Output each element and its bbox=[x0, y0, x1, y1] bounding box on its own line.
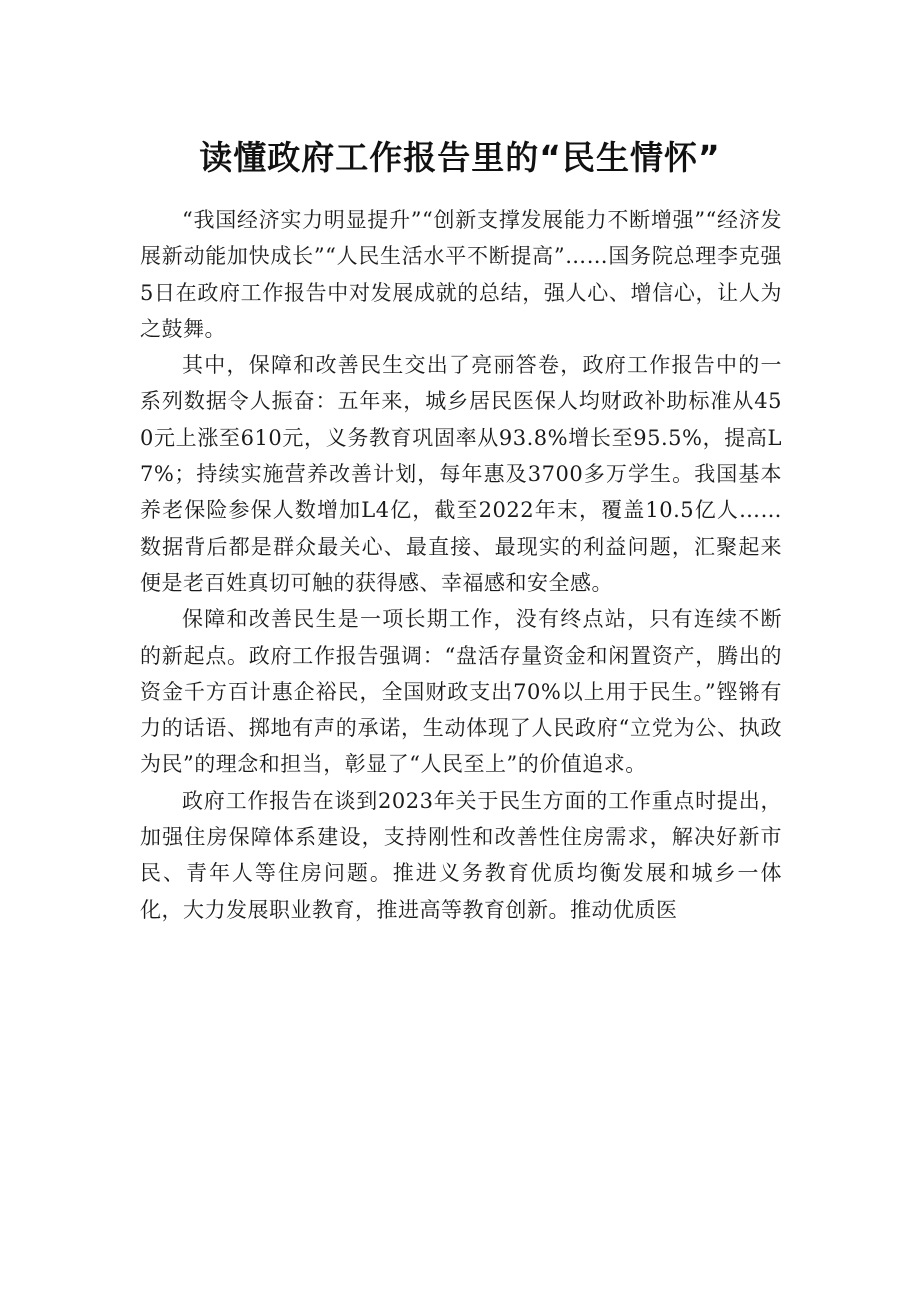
paragraph-1: “我国经济实力明显提升”“创新支撑发展能力不断增强”“经济发展新动能加快成长”“人民生活水平不断提高”……国务院总理李克强5日在政府工作报告中对发展成就的总结，强人心、增信心，让人为之鼓舞。 bbox=[140, 208, 782, 341]
paragraph-2: 其中，保障和改善民生交出了亮丽答卷，政府工作报告中的一系列数据令人振奋：五年来，城乡居民医保人均财政补助标准从450元上涨至610元，义务教育巩固率从93.8%增长至95.5%，提高L7%；持续实施营养改善计划，每年惠及3700多万学生。我国基本养老保险参保人数增加L4亿，截至2022年末，覆盖10.5亿人……数据背后都是群众最关心、最直接、最现实的利益问题，汇聚起来便是老百姓真切可触的获得感、幸福感和安全感。 bbox=[140, 353, 782, 595]
article-body bbox=[140, 202, 782, 928]
paragraph-4: 政府工作报告在谈到2023年关于民生方面的工作重点时提出，加强住房保障体系建设，支持刚性和改善性住房需求，解决好新市民、青年人等住房问题。推进义务教育优质均衡发展和城乡一体化，大力发展职业教育，推进高等教育创新。推动优质医 bbox=[140, 788, 782, 922]
paragraph-3: 保障和改善民生是一项长期工作，没有终点站，只有连续不断的新起点。政府工作报告强调：“盘活存量资金和闲置资产，腾出的资金千方百计惠企裕民，全国财政支出70%以上用于民生。”铿锵有力的话语、掷地有声的承诺，生动体现了人民政府“立党为公、执政为民”的理念和担当，彰显了“人民至上”的价值追求。 bbox=[140, 607, 782, 777]
page-title: 读懂政府工作报告里的“民生情怀” bbox=[199, 138, 721, 178]
